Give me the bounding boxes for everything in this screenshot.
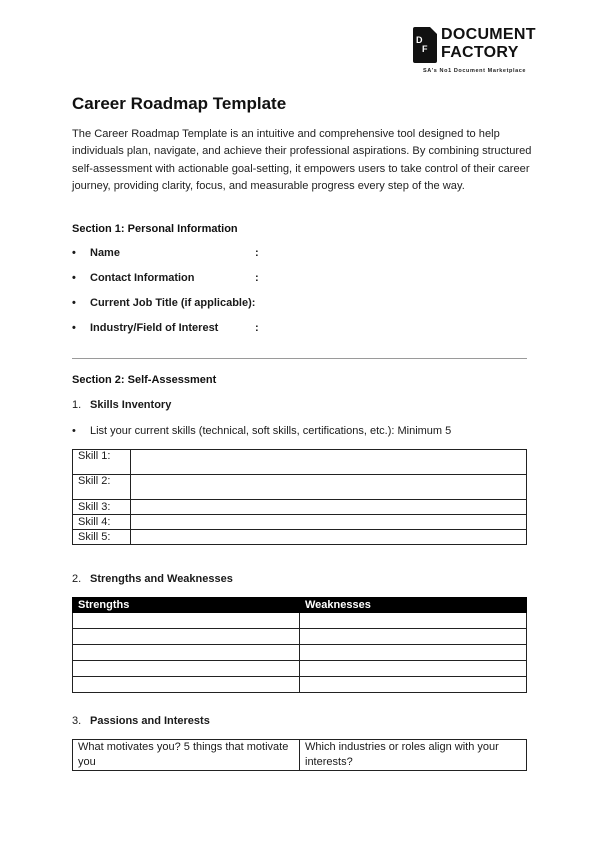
weakness-cell[interactable] — [300, 661, 527, 677]
industries-prompt[interactable]: Which industries or roles align with your interests? — [300, 740, 527, 771]
weakness-cell[interactable] — [300, 629, 527, 645]
passions-interests-table — [72, 739, 527, 771]
skill-label: Skill 5: — [73, 530, 131, 545]
field-colon: : — [255, 322, 259, 334]
bullet-icon: • — [72, 297, 76, 309]
skills-instruction-text: List your current skills (technical, soft skills, certifications, etc.): Minimum 5 — [90, 425, 452, 437]
table-row — [73, 645, 527, 661]
skill-input-cell[interactable] — [131, 500, 527, 515]
strengths-weaknesses-table — [72, 597, 527, 693]
intro-paragraph: The Career Roadmap Template is an intuitive and comprehensive tool designed to help individuals plan, navigate, and achieve their professional aspirations. By combining structured self-assessment with actionable goal-setting, it empowers users to take control of their career journey, providing clarity, focus, and measurable progress every step of the way. — [72, 128, 532, 193]
logo-tagline: SA's No1 Document Marketplace — [423, 68, 527, 74]
section-divider — [72, 358, 527, 359]
logo-name-line2: FACTORY — [441, 44, 519, 61]
skills-table — [72, 449, 527, 545]
weakness-cell[interactable] — [300, 613, 527, 629]
bullet-icon: • — [72, 247, 76, 259]
strengths-header: Strengths — [73, 598, 300, 613]
skill-input-cell[interactable] — [131, 515, 527, 530]
skill-label: Skill 3: — [73, 500, 131, 515]
table-row — [73, 530, 527, 545]
strength-cell[interactable] — [73, 629, 300, 645]
table-row — [73, 740, 527, 771]
table-row — [73, 475, 527, 500]
field-colon: : — [255, 247, 259, 259]
table-header-row — [73, 598, 527, 613]
skill-label: Skill 4: — [73, 515, 131, 530]
subsection-number: 3. — [72, 715, 82, 727]
subsection-title: Strengths and Weaknesses — [90, 573, 233, 585]
bullet-icon: • — [72, 322, 76, 334]
strength-cell[interactable] — [73, 677, 300, 693]
bullet-icon: • — [72, 272, 76, 284]
strength-cell[interactable] — [73, 645, 300, 661]
skill-input-cell[interactable] — [131, 475, 527, 500]
subsection-number: 2. — [72, 573, 82, 585]
skill-input-cell[interactable] — [131, 450, 527, 475]
table-row — [73, 677, 527, 693]
table-row — [73, 661, 527, 677]
field-label: Name — [90, 247, 120, 259]
document-factory-logo — [413, 26, 553, 80]
subsection-title: Passions and Interests — [90, 715, 210, 727]
field-label: Contact Information — [90, 272, 195, 284]
motivations-prompt[interactable]: What motivates you? 5 things that motivate you — [73, 740, 300, 771]
logo-name-line1: DOCUMENT — [441, 26, 536, 43]
subsection-number: 1. — [72, 399, 82, 411]
weaknesses-header: Weaknesses — [300, 598, 527, 613]
section1-title: Section 1: Personal Information — [72, 223, 238, 235]
skill-label: Skill 2: — [73, 475, 131, 500]
subsection-title: Skills Inventory — [90, 399, 172, 411]
skill-label: Skill 1: — [73, 450, 131, 475]
weakness-cell[interactable] — [300, 645, 527, 661]
field-label: Industry/Field of Interest — [90, 322, 219, 334]
field-colon: : — [255, 272, 259, 284]
table-row — [73, 629, 527, 645]
weakness-cell[interactable] — [300, 677, 527, 693]
table-row — [73, 500, 527, 515]
table-row — [73, 450, 527, 475]
logo-mark-letter-d: D — [416, 35, 423, 45]
strength-cell[interactable] — [73, 661, 300, 677]
table-row — [73, 613, 527, 629]
table-row — [73, 515, 527, 530]
logo-mark-letter-f: F — [422, 44, 428, 54]
section2-title: Section 2: Self-Assessment — [72, 374, 217, 386]
document-icon — [413, 27, 437, 63]
field-label: Current Job Title (if applicable): — [90, 297, 256, 309]
skill-input-cell[interactable] — [131, 530, 527, 545]
bullet-icon: • — [72, 425, 76, 437]
page-title: Career Roadmap Template — [72, 94, 287, 113]
strength-cell[interactable] — [73, 613, 300, 629]
